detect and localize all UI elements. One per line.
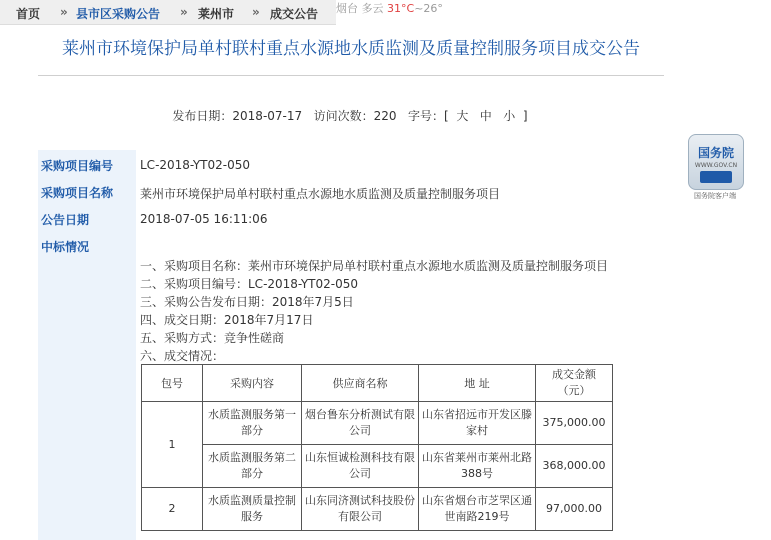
- header-supplier: 供应商名称: [302, 365, 419, 402]
- font-small-button[interactable]: 小: [503, 109, 516, 123]
- font-large-button[interactable]: 大: [456, 109, 469, 123]
- cell-supplier: 山东恒诚检测科技有限公司: [302, 445, 419, 488]
- header-content: 采购内容: [203, 365, 302, 402]
- badge-title: 国务院: [697, 146, 734, 160]
- header-pkg: 包号: [142, 365, 203, 402]
- table-row: [142, 488, 613, 531]
- breadcrumb-home[interactable]: 首页: [16, 7, 41, 21]
- body-line: 五、采购方式：竞争性磋商: [140, 331, 285, 345]
- gov-app-badge[interactable]: [688, 134, 744, 190]
- body-line: 二、采购项目编号：LC-2018-YT02-050: [140, 277, 359, 291]
- article-meta: [0, 107, 700, 124]
- building-icon: [700, 171, 732, 183]
- header-amount: 成交金额 （元）: [536, 365, 613, 402]
- project-no-value: LC-2018-YT02-050: [140, 158, 251, 172]
- font-size-close: ]: [522, 109, 528, 123]
- label-column: [38, 150, 136, 540]
- breadcrumb-sep-3: »: [252, 5, 260, 19]
- table-header-row: [142, 365, 613, 402]
- breadcrumb-current: 成交公告: [270, 7, 319, 21]
- cell-amount: 368,000.00: [536, 445, 613, 488]
- project-name-value: 莱州市环境保护局单村联村重点水源地水质监测及质量控制服务项目: [140, 187, 501, 201]
- cell-content: 水质监测服务第二部分: [203, 445, 302, 488]
- project-no-label: 采购项目编号: [41, 159, 114, 173]
- weather-widget: [336, 0, 443, 16]
- font-size-label: 字号：: [407, 109, 444, 123]
- header-address: 地 址: [419, 365, 536, 402]
- breadcrumb-sep-2: »: [180, 5, 188, 19]
- weather-low: 26°: [423, 2, 443, 15]
- visits-count: 220: [373, 109, 397, 123]
- cell-content: 水质监测质量控制服务: [203, 488, 302, 531]
- visits-label: 访问次数：: [313, 109, 374, 123]
- page-title: 莱州市环境保护局单村联村重点水源地水质监测及质量控制服务项目成交公告: [62, 39, 640, 59]
- badge-caption: 国务院客户端: [694, 192, 736, 200]
- cell-address: 山东省烟台市芝罘区通世南路219号: [419, 488, 536, 531]
- cell-supplier: 山东同济测试科技股份有限公司: [302, 488, 419, 531]
- breadcrumb-city[interactable]: 莱州市: [198, 7, 235, 21]
- weather-sep: ~: [414, 2, 424, 15]
- announce-date-label: 公告日期: [41, 213, 90, 227]
- body-line: 四、成交日期：2018年7月17日: [140, 313, 314, 327]
- publish-label: 发布日期：: [172, 109, 233, 123]
- project-name-label: 采购项目名称: [41, 186, 114, 200]
- body-line: 三、采购公告发布日期：2018年7月5日: [140, 295, 354, 309]
- weather-city: 烟台: [336, 2, 358, 15]
- cell-supplier: 烟台鲁东分析测试有限公司: [302, 402, 419, 445]
- cell-address: 山东省莱州市莱州北路388号: [419, 445, 536, 488]
- publish-date: 2018-07-17: [232, 109, 303, 123]
- weather-condition: 多云: [361, 2, 384, 15]
- body-line: 一、采购项目名称：莱州市环境保护局单村联村重点水源地水质监测及质量控制服务项目: [140, 259, 609, 273]
- breadcrumb-sep-1: »: [60, 5, 68, 19]
- cell-amount: 97,000.00: [536, 488, 613, 531]
- result-table: [141, 364, 613, 531]
- breadcrumb-county[interactable]: 县市区采购公告: [76, 7, 161, 21]
- cell-address: 山东省招远市开发区滕家村: [419, 402, 536, 445]
- font-size-open: [: [444, 109, 449, 123]
- weather-high: 31°C: [387, 2, 415, 15]
- winner-label: 中标情况: [41, 240, 90, 254]
- font-medium-button[interactable]: 中: [479, 109, 492, 123]
- badge-subtitle: WWW.GOV.CN: [694, 162, 738, 169]
- cell-pkg: 2: [142, 488, 203, 531]
- cell-pkg: 1: [142, 402, 203, 488]
- table-row: [142, 445, 613, 488]
- table-row: [142, 402, 613, 445]
- cell-amount: 375,000.00: [536, 402, 613, 445]
- announce-date-value: 2018-07-05 16:11:06: [140, 212, 268, 226]
- title-divider: [38, 75, 664, 76]
- body-line: 六、成交情况：: [140, 349, 225, 363]
- cell-content: 水质监测服务第一部分: [203, 402, 302, 445]
